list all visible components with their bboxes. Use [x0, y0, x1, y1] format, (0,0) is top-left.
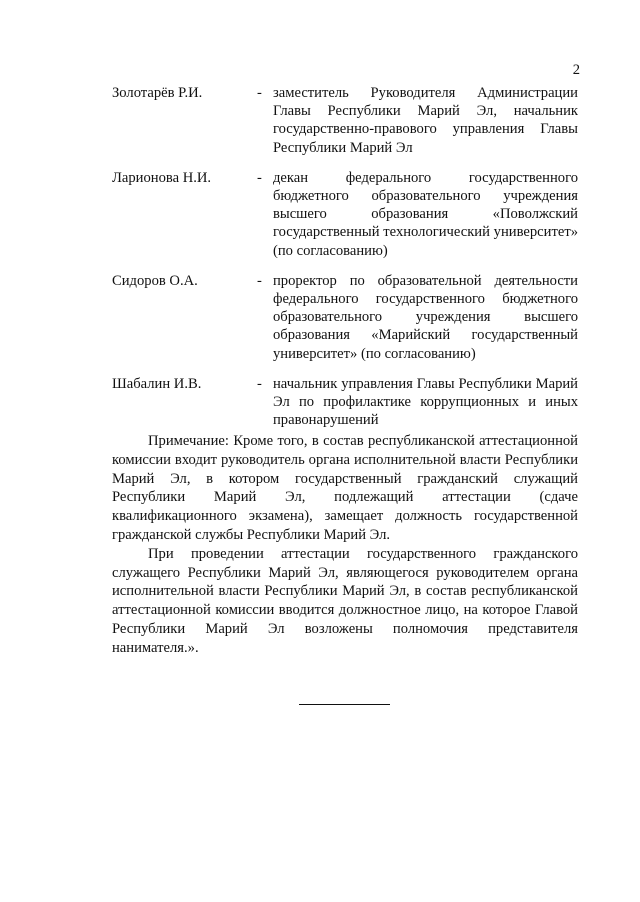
- commission-members-list: [112, 84, 578, 441]
- member-dash: -: [257, 85, 262, 101]
- member-name: Ларионова Н.И.: [112, 169, 212, 186]
- note-section: [112, 432, 578, 658]
- member-dash: -: [257, 169, 262, 186]
- member-row: [112, 169, 578, 260]
- member-row: [112, 272, 578, 363]
- member-name: Сидоров О.А.: [112, 272, 198, 289]
- member-role: декан федерального государственного бюджетного образовательного учреждения высшего образования «Поволжский государственный технологический университет» (по согласованию): [273, 169, 578, 259]
- member-dash: -: [257, 375, 262, 392]
- member-row: [112, 375, 578, 430]
- member-role: заместитель Руководителя Администрации Главы Республики Марий Эл, начальник государственно-правового управления Главы Республики Марий Эл: [273, 85, 578, 156]
- member-name: Шабалин И.В.: [112, 375, 202, 392]
- member-role: начальник управления Главы Республики Марий Эл по профилактике коррупционных и иных правонарушений: [273, 375, 578, 429]
- member-role: проректор по образовательной деятельности федерального государственного бюджетного образовательного учреждения высшего образования «Марийский государственный университет» (по согласованию): [273, 272, 578, 362]
- member-name: Золотарёв Р.И.: [112, 85, 203, 101]
- member-row: [112, 84, 578, 157]
- page-number: 2: [572, 62, 580, 78]
- closing-rule: [299, 704, 390, 705]
- note-paragraph: Примечание: Кроме того, в состав республиканской аттестационной комиссии входит руководитель органа исполнительной власти Республики Марий Эл, в котором государственный гражданский служащий Республики Марий Эл, подлежащий аттестации (сдаче квалификационного экзамена), замещает должность государственной гражданской службы Республики Марий Эл.: [112, 433, 578, 543]
- note-paragraph: При проведении аттестации государственного гражданского служащего Республики Марий Эл, являющегося руководителем органа исполнительной власти Республики Марий Эл, в состав республиканской аттестационной комиссии вводится должностное лицо, на которое Главой Республики Марий Эл возложены полномочия представителя нанимателя.».: [112, 545, 578, 656]
- member-dash: -: [257, 272, 262, 289]
